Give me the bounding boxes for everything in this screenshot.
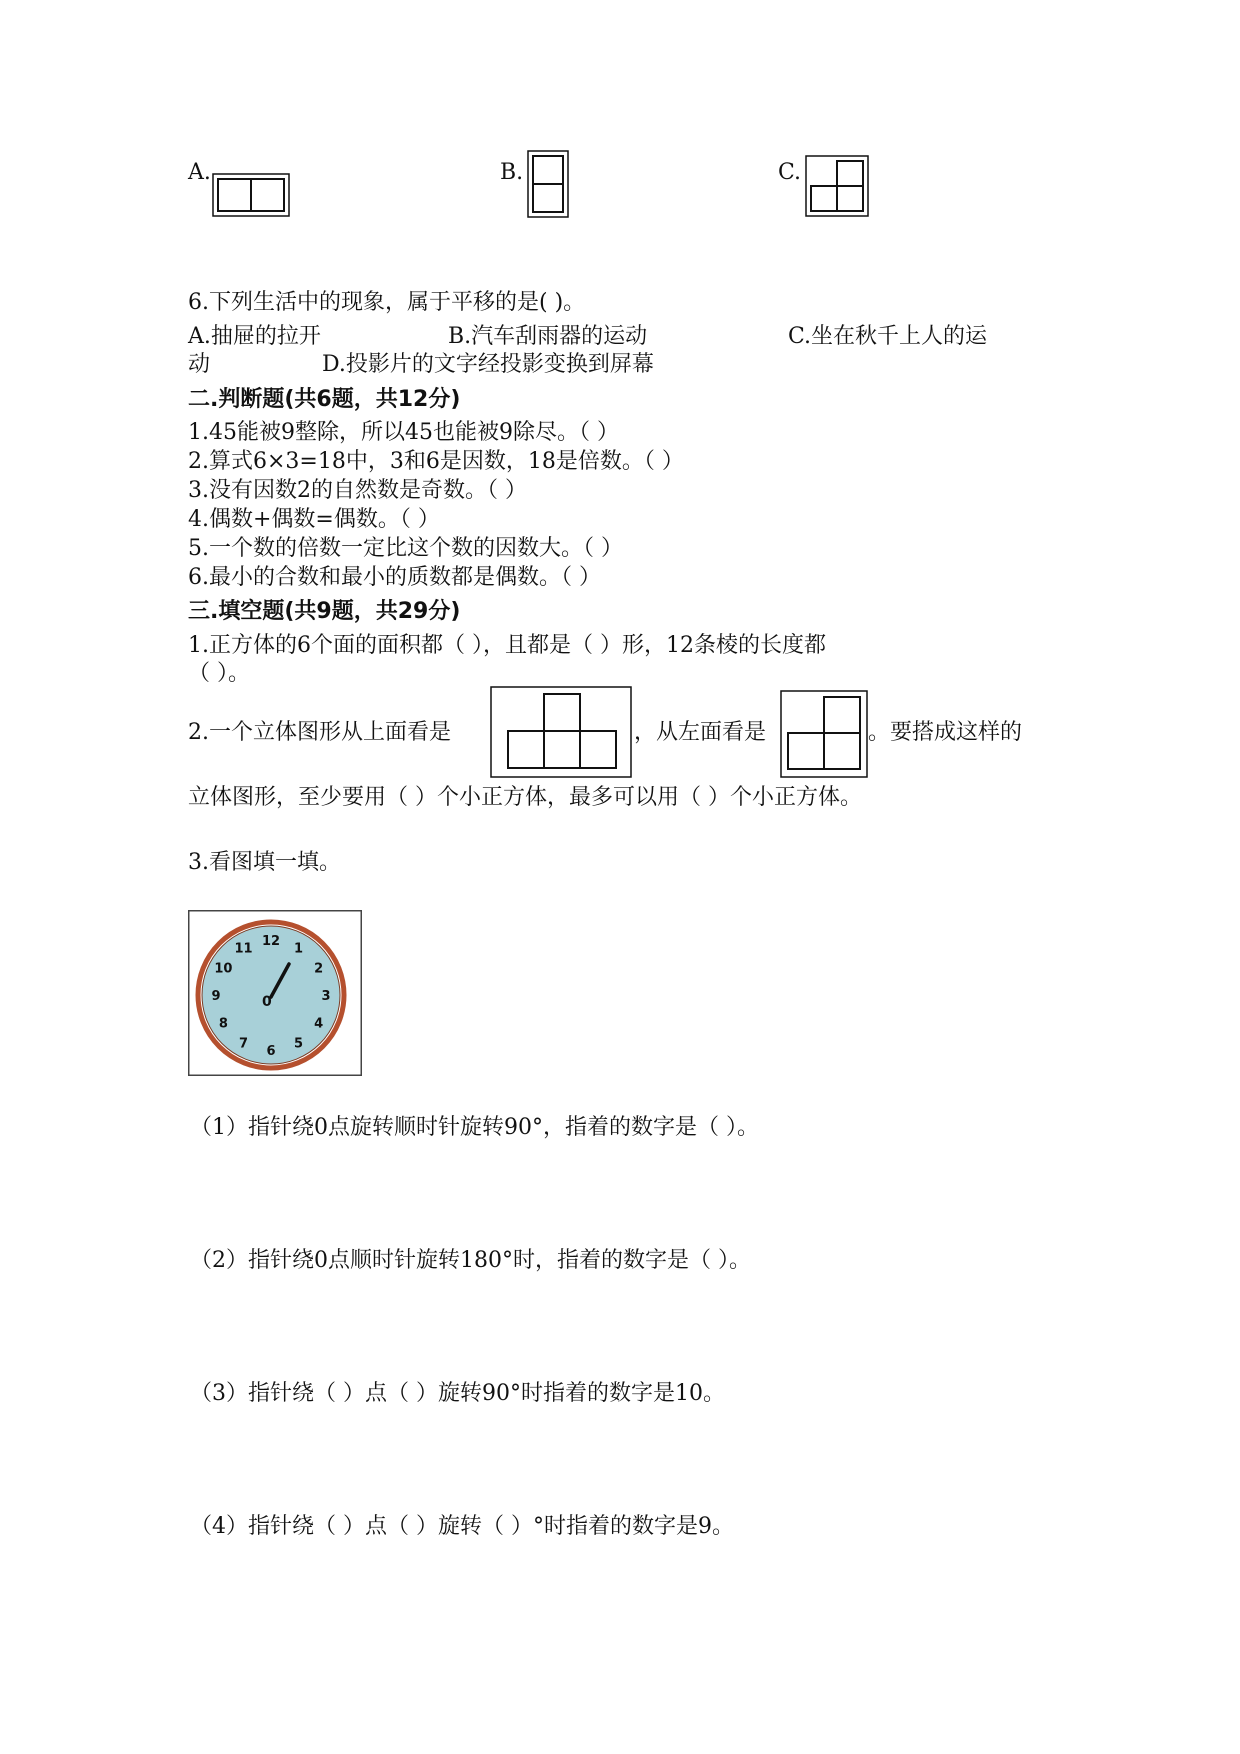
clock-number-8: 8 xyxy=(218,1016,228,1032)
q5-option-b-figure xyxy=(527,150,569,218)
fill-q3-stem: 3.看图填一填。 xyxy=(188,850,341,875)
clock-number-3: 3 xyxy=(321,989,331,1004)
clock-number-9: 9 xyxy=(211,989,221,1004)
clock-number-11: 11 xyxy=(234,941,253,957)
clock-number-10: 10 xyxy=(214,961,233,977)
section2-title: 二.判断题(共6题，共12分) xyxy=(188,387,461,412)
clock-number-4: 4 xyxy=(314,1016,324,1032)
q6-option-c-continued: 动 xyxy=(188,352,211,377)
clock-number-1: 1 xyxy=(293,941,304,957)
judge-item-5: 5.一个数的倍数一定比这个数的因数大。（ ） xyxy=(188,536,623,561)
fill-q1-line1: 1.正方体的6个面的面积都（ ），且都是（ ）形，12条棱的长度都 xyxy=(188,633,826,658)
clock-number-6: 6 xyxy=(266,1044,276,1059)
fill-q3-sub3: （3）指针绕（ ）点（ ）旋转90°时指着的数字是10。 xyxy=(190,1381,725,1406)
q6-option-b: B.汽车刮雨器的运动 xyxy=(448,324,648,349)
clock-number-7: 7 xyxy=(238,1036,249,1052)
q6-option-c: C.坐在秋千上人的运 xyxy=(788,324,988,349)
left-view-figure xyxy=(780,690,868,778)
fill-q1-line2: （ ）。 xyxy=(188,661,250,686)
section3-title: 三.填空题(共9题，共29分) xyxy=(188,599,461,624)
clock-figure xyxy=(188,910,362,1076)
q5-option-c-figure xyxy=(805,155,869,217)
top-view-figure xyxy=(490,686,632,778)
q5-option-a-figure xyxy=(212,173,290,217)
judge-item-1: 1.45能被9整除，所以45也能被9除尽。（ ） xyxy=(188,420,619,445)
fill-q2-part2: ，从左面看是 xyxy=(634,720,767,745)
clock-number-5: 5 xyxy=(293,1036,304,1052)
fill-q3-sub4: （4）指针绕（ ）点（ ）旋转（ ）°时指着的数字是9。 xyxy=(190,1514,734,1539)
fill-q2-part1: 2.一个立体图形从上面看是 xyxy=(188,720,451,745)
judge-item-2: 2.算式6×3=18中，3和6是因数，18是倍数。（ ） xyxy=(188,449,684,474)
q6-option-d: D.投影片的文字经投影变换到屏幕 xyxy=(322,352,654,377)
clock-number-2: 2 xyxy=(314,961,324,977)
clock-center-label: 0 xyxy=(262,994,272,1010)
fill-q2-line2: 立体图形，至少要用（ ）个小正方体，最多可以用（ ）个小正方体。 xyxy=(188,785,862,810)
q5-option-a-label: A. xyxy=(188,160,211,185)
judge-item-4: 4.偶数+偶数=偶数。（ ） xyxy=(188,507,440,532)
fill-q3-sub1: （1）指针绕0点旋转顺时针旋转90°，指着的数字是（ ）。 xyxy=(190,1115,759,1140)
judge-item-3: 3.没有因数2的自然数是奇数。（ ） xyxy=(188,478,527,503)
judge-item-6: 6.最小的合数和最小的质数都是偶数。（ ） xyxy=(188,565,601,590)
q6-option-a: A.抽屉的拉开 xyxy=(188,324,321,349)
q6-stem: 6.下列生活中的现象，属于平移的是( )。 xyxy=(188,290,586,315)
fill-q3-sub2: （2）指针绕0点顺时针旋转180°时，指着的数字是（ ）。 xyxy=(190,1248,751,1273)
q5-option-b-label: B. xyxy=(500,160,524,185)
clock-number-12: 12 xyxy=(261,934,281,949)
q5-option-c-label: C. xyxy=(778,160,802,185)
fill-q2-part3: 。要搭成这样的 xyxy=(868,720,1023,745)
